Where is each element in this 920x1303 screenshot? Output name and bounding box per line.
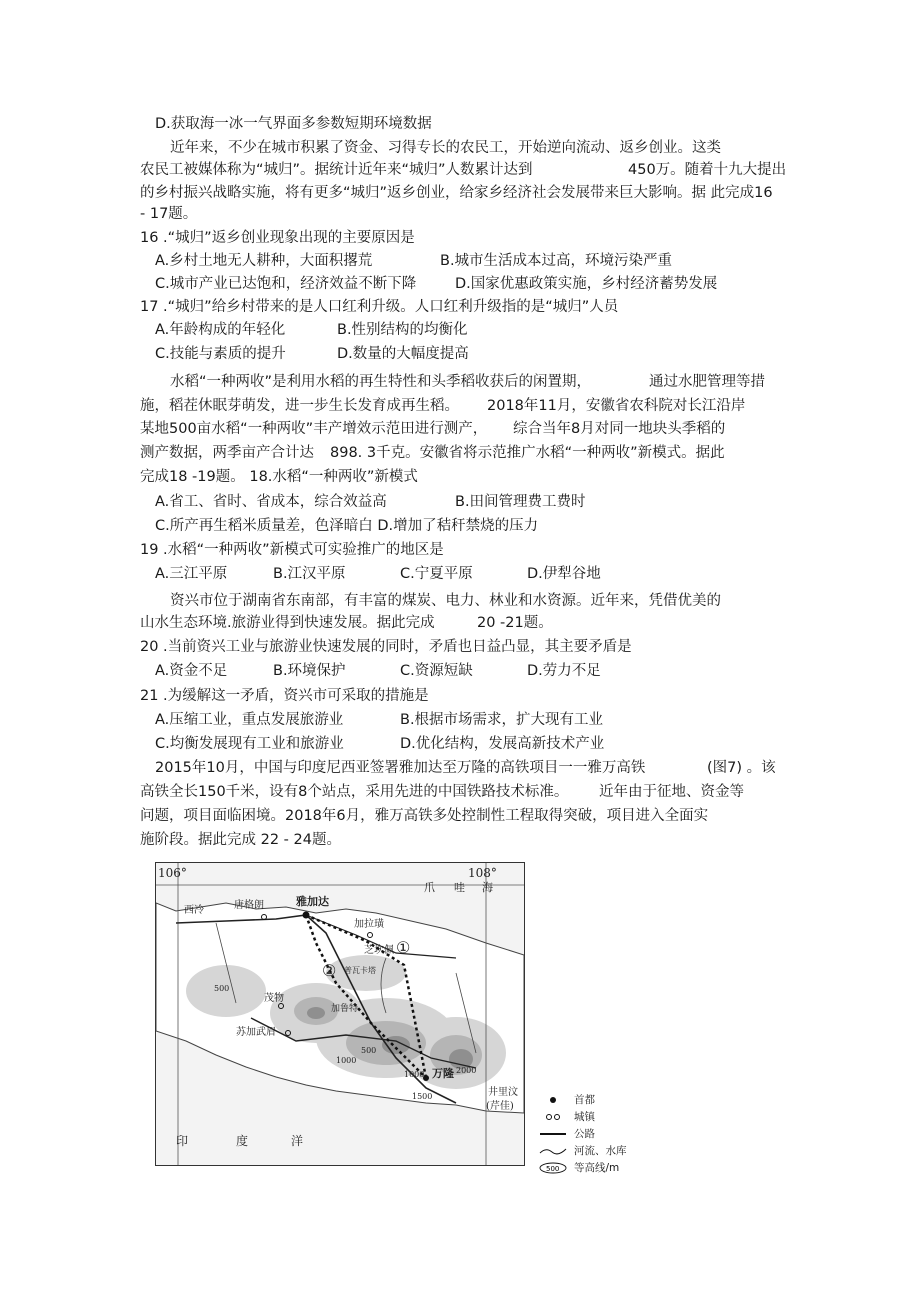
legend-town-label: 城镇 [574, 1111, 595, 1123]
passage-rail-line4: 施阶段。据此完成 22 - 24题。 [140, 832, 341, 848]
passage-rail-line3: 问题，项目面临困境。2018年6月，雅万高铁多处控制性工程取得突破，项目进入全面实 [140, 808, 709, 824]
q18-option-a: A.省工、省时、省成本，综合效益高 [155, 494, 387, 510]
legend-road-label: 公路 [574, 1128, 595, 1140]
jakarta-capital-marker [303, 912, 310, 919]
passage-rail-line1a: 2015年10月，中国与印度尼西亚签署雅加达至万隆的高铁项目一一雅万高铁 [155, 760, 646, 776]
label-bandung: 万隆 [432, 1067, 454, 1080]
q19-option-d: D.伊犁谷地 [527, 566, 601, 582]
q17-option-a: A.年龄构成的年轻化 [155, 322, 286, 338]
label-xiling: 西冷 [184, 905, 204, 916]
passage-rice-line1b: 通过水肥管理等措 [649, 374, 765, 390]
q18-option-cd: C.所产再生稻米质量差，色泽暗白 D.增加了秸秆禁烧的压力 [155, 518, 539, 534]
q19-option-c: C.宁夏平原 [400, 566, 473, 582]
label-108: 108° [468, 866, 497, 880]
passage-rice-line4a: 测产数据，两季亩产合计达 [140, 445, 314, 461]
label-106: 106° [158, 866, 187, 880]
q18-option-b: B.田间管理费工费时 [455, 494, 586, 510]
route-1-marker: ① [396, 938, 411, 957]
passage-chenggui-line3: 的乡村振兴战略实施，将有更多“城归”返乡创业，给家乡经济社会发展带来巨大影响。据 此完成16 [140, 185, 773, 201]
passage-rail-line2b: 近年由于征地、资金等 [599, 784, 744, 800]
label-java-sea-3: 海 [482, 881, 493, 894]
question-16: 16 .“城归”返乡创业现象出现的主要原因是 [140, 230, 415, 246]
label-java-sea-2: 哇 [454, 881, 465, 894]
q19-option-b: B.江汉平原 [273, 566, 346, 582]
route-2-marker: ② [322, 961, 337, 980]
question-17: 17 .“城归”给乡村带来的是人口红利升级。人口红利升级指的是“城归”人员 [140, 299, 619, 315]
q17-option-b: B.性别结构的均衡化 [337, 322, 468, 338]
label-jiayu: 加鲁特 [331, 1004, 359, 1014]
contour-label-1500: 1500 [412, 1092, 433, 1101]
legend-capital-label: 首都 [574, 1094, 595, 1106]
label-bogor: 茂物 [264, 993, 284, 1004]
capital-symbol-icon [538, 1094, 568, 1106]
passage-chenggui-line1: 近年来，不少在城市积累了资金、习得专长的农民工，开始逆向流动、返乡创业。这类 [170, 140, 721, 156]
question-21: 21 .为缓解这一矛盾，资兴市可采取的措施是 [140, 688, 429, 704]
label-jakarta: 雅加达 [296, 895, 329, 908]
q19-option-a: A.三江平原 [155, 566, 228, 582]
passage-rice-line1a: 水稻“一种两收”是利用水稻的再生特性和头季稻收获后的闲置期， [170, 374, 592, 390]
q21-option-b: B.根据市场需求，扩大现有工业 [400, 712, 604, 728]
label-purwakarta: 普瓦卡塔 [344, 966, 376, 975]
q15-option-d: D.获取海一冰一气界面多参数短期环境数据 [155, 116, 432, 132]
legend-river-label: 河流、水库 [574, 1145, 627, 1157]
label-jialawang: 加拉璜 [354, 919, 384, 930]
label-indian-ocean-2: 度 [236, 1134, 249, 1148]
label-indian-ocean-1: 印 [176, 1134, 189, 1148]
label-cirebon: 井里汶 [488, 1087, 518, 1098]
label-tangelang: 唐格朗 [234, 900, 264, 911]
passage-rail-line2a: 高铁全长150千米，设有8个站点，采用先进的中国铁路技术标准。 [140, 784, 569, 800]
q17-option-d: D.数量的大幅度提高 [337, 346, 469, 362]
passage-rice-line4b: 898. 3千克。安徽省将示范推广水稻“一种两收”新模式。据此 [330, 445, 725, 461]
map-svg [156, 863, 524, 1165]
q20-option-a: A.资金不足 [155, 663, 228, 679]
legend-contour-value: 500 [546, 1165, 560, 1173]
q21-option-c: C.均衡发展现有工业和旅游业 [155, 736, 344, 752]
contour-label-1000b: 1000 [404, 1070, 425, 1079]
passage-zixing-line2b: 20 -21题。 [477, 615, 553, 631]
passage-rice-line2b: 2018年11月，安徽省农科院对长江沿岸 [487, 398, 746, 414]
road-symbol-icon [538, 1128, 568, 1140]
q20-option-d: D.劳力不足 [527, 663, 601, 679]
q16-option-b: B.城市生活成本过高，环境污染严重 [440, 253, 673, 269]
passage-rice-line5: 完成18 -19题。 18.水稻“一种两收”新模式 [140, 469, 418, 485]
passage-zixing-line2a: 山水生态环境.旅游业得到快速发展。据此完成 [140, 615, 435, 631]
passage-rice-line2a: 施，稻茬休眠芽萌发，进一步生长发育成再生稻。 [140, 398, 459, 414]
q16-option-a: A.乡村土地无人耕种，大面积撂荒 [155, 253, 373, 269]
q21-option-d: D.优化结构，发展高新技术产业 [400, 736, 605, 752]
peaks-dark-3 [307, 1007, 325, 1019]
passage-rail-line1b: (图7) 。该 [707, 760, 776, 776]
passage-rice-line3b: 综合当年8月对同一地块头季稻的 [513, 421, 726, 437]
q20-option-c: C.资源短缺 [400, 663, 473, 679]
q20-option-b: B.环境保护 [273, 663, 346, 679]
contour-label-1000a: 1000 [336, 1056, 357, 1065]
contour-label-2000: 2000 [456, 1066, 477, 1075]
passage-chenggui-line2a: 农民工被媒体称为“城归”。据统计近年来“城归”人数累计达到 [140, 162, 533, 178]
label-java-sea-1: 爪 [424, 881, 435, 894]
label-sukabumi: 苏加武眉 [236, 1027, 276, 1038]
question-20: 20 .当前资兴工业与旅游业快速发展的同时，矛盾也日益凸显，其主要矛盾是 [140, 639, 632, 655]
q17-option-c: C.技能与素质的提升 [155, 346, 286, 362]
contour-label-500b: 500 [361, 1046, 377, 1055]
passage-chenggui-line4: - 17题。 [140, 206, 198, 222]
label-zhikanpei: 芝坎佩 [364, 945, 394, 956]
town-symbol-icon [538, 1111, 568, 1123]
q16-option-c: C.城市产业已达饱和，经济效益不断下降 [155, 276, 417, 292]
passage-chenggui-line2b: 450万。随着十九大提出 [628, 162, 787, 178]
contour-label-500a: 500 [214, 984, 230, 993]
label-indian-ocean-3: 洋 [291, 1134, 304, 1148]
contour-symbol-icon [538, 1162, 568, 1174]
label-cirebon-2: (芹佳) [486, 1101, 514, 1112]
legend-contour-label: 等高线/m [574, 1162, 620, 1174]
figure-7-map [155, 862, 525, 1166]
river-symbol-icon [538, 1145, 568, 1157]
passage-zixing-line1: 资兴市位于湖南省东南部，有丰富的煤炭、电力、林业和水资源。近年来，凭借优美的 [170, 593, 721, 609]
q16-option-d: D.国家优惠政策实施，乡村经济蓄势发展 [455, 276, 718, 292]
question-19: 19 .水稻“一种两收”新模式可实验推广的地区是 [140, 542, 444, 558]
passage-rice-line3a: 某地500亩水稻“一种两收”丰产增效示范田进行测产， [140, 421, 488, 437]
q21-option-a: A.压缩工业，重点发展旅游业 [155, 712, 344, 728]
